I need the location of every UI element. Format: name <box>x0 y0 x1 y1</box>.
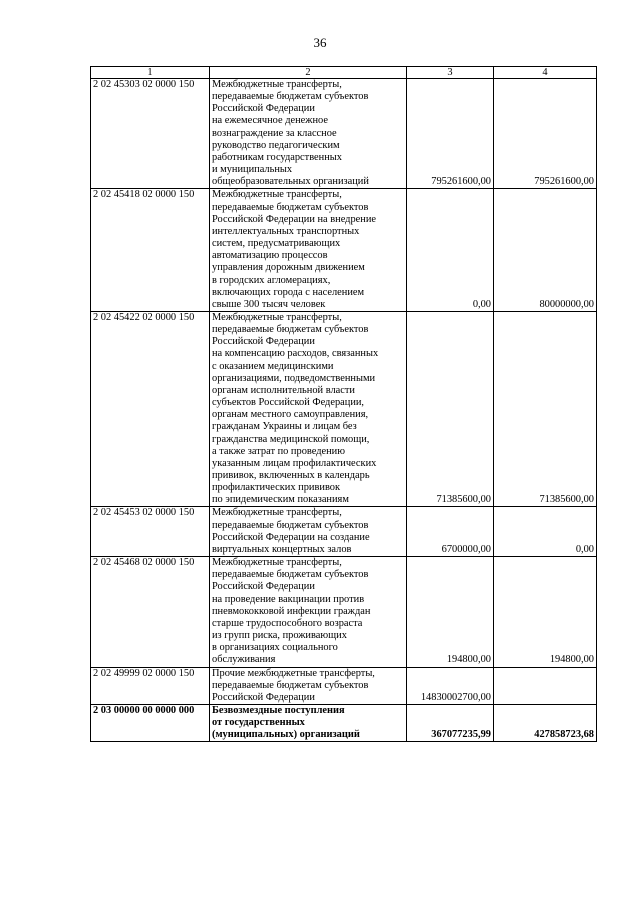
table-row <box>91 507 597 557</box>
amount-col3-cell: 6700000,00 <box>407 507 494 557</box>
budget-code-cell: 2 03 00000 00 0000 000 <box>91 704 210 741</box>
budget-code-cell: 2 02 45453 02 0000 150 <box>91 507 210 557</box>
revenue-name-line: субъектов Российской Федерации, <box>212 397 365 409</box>
amount-col3-cell: 194800,00 <box>407 557 494 667</box>
revenue-name-line: Межбюджетные трансферты, <box>212 557 342 569</box>
amount-col3-cell: 0,00 <box>407 189 494 312</box>
table-row <box>91 704 597 741</box>
revenue-name-line: органам местного самоуправления, <box>212 409 369 421</box>
revenue-name-line: работникам государственных <box>212 151 342 163</box>
page-number: 36 <box>313 35 327 50</box>
revenue-name-line: старше трудоспособного возраста <box>212 617 363 629</box>
revenue-name-line: Межбюджетные трансферты, <box>212 311 342 323</box>
revenue-name-line: Российской Федерации <box>212 103 315 115</box>
revenue-name-line: на компенсацию расходов, связанных <box>212 348 379 360</box>
revenue-name-line: организациями, подведомственными <box>212 372 376 384</box>
revenue-name-line: передаваемые бюджетам субъектов <box>212 519 369 531</box>
revenue-name-line: Межбюджетные трансферты, <box>212 79 342 90</box>
revenue-name-line: Межбюджетные трансферты, <box>212 189 342 201</box>
revenue-name-cell <box>210 311 407 507</box>
table-body <box>91 67 597 742</box>
revenue-name-line: передаваемые бюджетам субъектов <box>212 91 369 103</box>
revenue-name-line: (муниципальных) организаций <box>212 729 360 741</box>
revenue-name-line: передаваемые бюджетам субъектов <box>212 324 369 336</box>
revenue-name-line: систем, предусматривающих <box>212 238 341 250</box>
amount-col3-cell: 795261600,00 <box>407 79 494 189</box>
revenue-name-line: свыше 300 тысяч человек <box>212 298 326 310</box>
revenue-name-line: включающих города с населением <box>212 286 365 298</box>
table-row <box>91 311 597 507</box>
revenue-name-line: а также затрат по проведению <box>212 445 345 457</box>
amount-col3-cell: 367077235,99 <box>407 704 494 741</box>
amount-col4-cell: 80000000,00 <box>494 189 597 312</box>
revenue-name-cell <box>210 557 407 667</box>
revenue-name-line: управления дорожным движением <box>212 262 365 274</box>
budget-code-cell: 2 02 45468 02 0000 150 <box>91 557 210 667</box>
revenue-name-line: передаваемые бюджетам субъектов <box>212 679 369 691</box>
revenue-name-line: Прочие межбюджетные трансферты, <box>212 667 375 679</box>
table-row <box>91 79 597 189</box>
table-row <box>91 667 597 704</box>
revenue-name-line: на ежемесячное денежное <box>212 115 328 127</box>
amount-col4-cell: 194800,00 <box>494 557 597 667</box>
revenue-name-line: Российской Федерации <box>212 336 315 348</box>
revenue-name-line: гражданства медицинской помощи, <box>212 433 370 445</box>
revenue-name-cell <box>210 667 407 704</box>
revenue-name-line: органам исполнительной власти <box>212 384 355 396</box>
table-row <box>91 557 597 667</box>
revenue-name-line: от государственных <box>212 717 305 729</box>
column-header-4: 4 <box>494 67 597 79</box>
amount-col3-cell: 14830002700,00 <box>407 667 494 704</box>
revenue-name-line: по эпидемическим показаниям <box>212 494 349 506</box>
revenue-name-line: руководство педагогическим <box>212 139 340 151</box>
budget-code-cell: 2 02 49999 02 0000 150 <box>91 667 210 704</box>
revenue-name-line: профилактических прививок <box>212 482 341 494</box>
revenue-name-line: передаваемые бюджетам субъектов <box>212 569 369 581</box>
amount-col4-cell: 427858723,68 <box>494 704 597 741</box>
amount-col4-cell: 0,00 <box>494 507 597 557</box>
amount-col3-cell: 71385600,00 <box>407 311 494 507</box>
revenue-name-line: из групп риска, проживающих <box>212 630 347 642</box>
revenue-name-line: пневмококковой инфекции граждан <box>212 605 371 617</box>
table-row <box>91 189 597 312</box>
amount-col4-cell: 71385600,00 <box>494 311 597 507</box>
revenue-name-line: виртуальных концертных залов <box>212 543 352 555</box>
revenue-name-line: Межбюджетные трансферты, <box>212 507 342 519</box>
budget-revenue-table <box>90 66 597 742</box>
table-header-row <box>91 67 597 79</box>
revenue-name-cell <box>210 79 407 189</box>
revenue-name-cell <box>210 507 407 557</box>
budget-code-cell: 2 02 45422 02 0000 150 <box>91 311 210 507</box>
revenue-name-line: прививок, включенных в календарь <box>212 470 370 481</box>
revenue-name-line: гражданам Украины и лицам без <box>212 421 357 433</box>
revenue-name-line: общеобразовательных организаций <box>212 176 369 188</box>
column-header-2: 2 <box>210 67 407 79</box>
revenue-name-line: Российской Федерации на внедрение <box>212 213 377 225</box>
amount-col4-cell <box>494 667 597 704</box>
revenue-name-line: передаваемые бюджетам субъектов <box>212 201 369 213</box>
revenue-name-line: в городских агломерациях, <box>212 274 331 286</box>
budget-code-cell: 2 02 45418 02 0000 150 <box>91 189 210 312</box>
amount-col4-cell: 795261600,00 <box>494 79 597 189</box>
revenue-name-line: вознаграждение за классное <box>212 127 337 139</box>
revenue-name-line: на проведение вакцинации против <box>212 593 365 605</box>
revenue-name-line: обслуживания <box>212 654 276 666</box>
column-header-1: 1 <box>91 67 210 79</box>
revenue-name-line: интеллектуальных транспортных <box>212 225 360 237</box>
budget-code-cell: 2 02 45303 02 0000 150 <box>91 79 210 189</box>
revenue-name-line: Безвозмездные поступления <box>212 704 345 716</box>
revenue-name-line: автоматизацию процессов <box>212 250 328 262</box>
revenue-name-line: Российской Федерации <box>212 691 315 703</box>
revenue-name-line: указанным лицам профилактических <box>212 457 377 469</box>
revenue-name-line: Российской Федерации на создание <box>212 531 370 543</box>
revenue-name-cell <box>210 189 407 312</box>
revenue-name-cell <box>210 704 407 741</box>
column-header-3: 3 <box>407 67 494 79</box>
revenue-name-line: с оказанием медицинскими <box>212 360 334 372</box>
revenue-name-line: в организациях социального <box>212 642 338 654</box>
revenue-name-line: Российской Федерации <box>212 581 315 593</box>
revenue-name-line: и муниципальных <box>212 164 293 176</box>
